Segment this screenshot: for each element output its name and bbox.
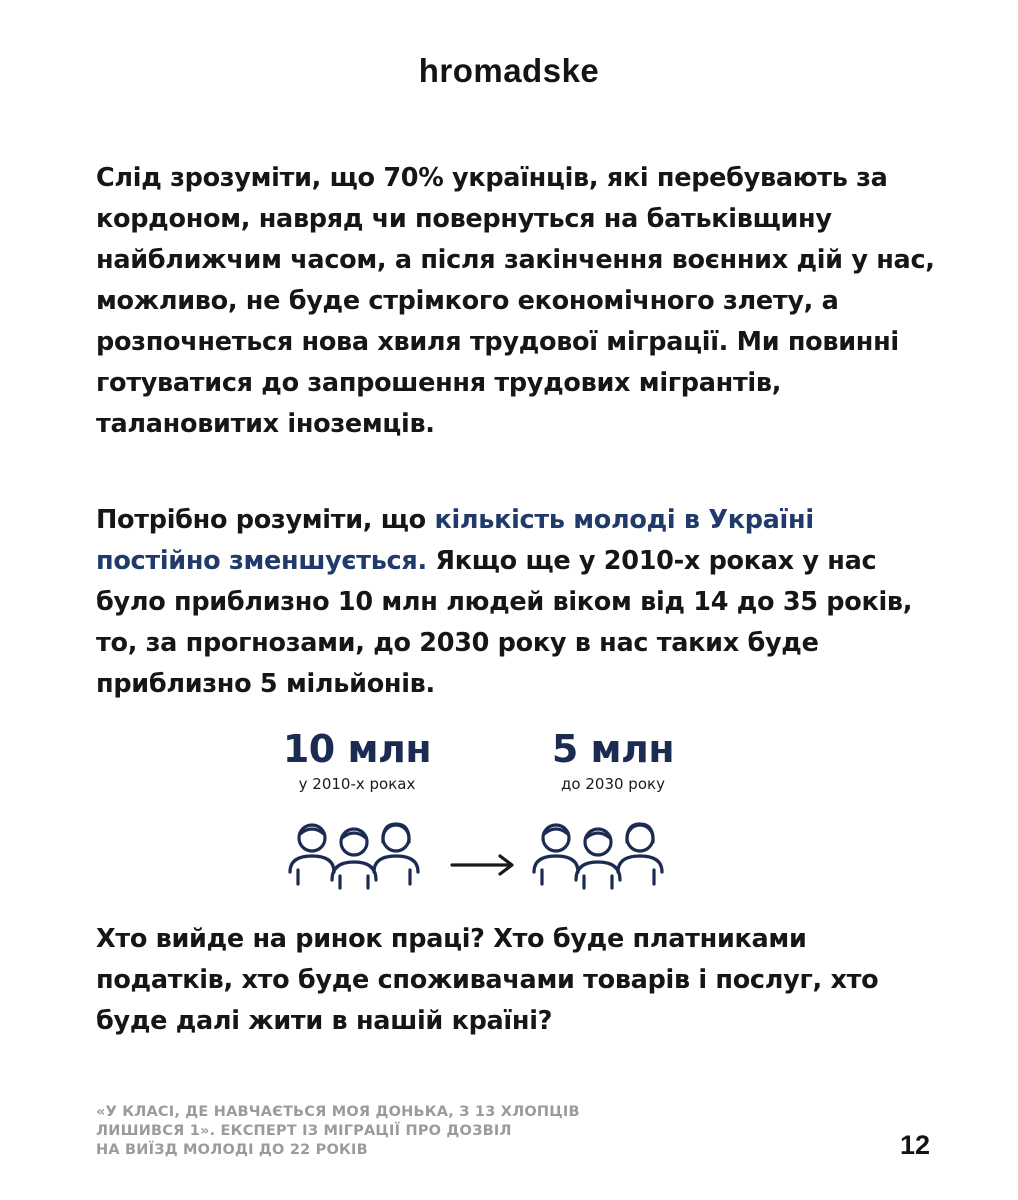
arrow-right-icon	[448, 853, 518, 877]
stat-after-caption: до 2030 року	[561, 775, 665, 793]
stat-before	[247, 725, 467, 795]
article-title-footer[interactable]	[96, 1103, 696, 1160]
paragraph-youth-rest: Якщо ще у 2010-х роках у нас було приблизно 10 млн людей віком від 14 до 35 років, то, за прогнозами, до 2030 року в нас таких буде приблизно 5 мільйонів.	[96, 546, 913, 699]
paragraph-questions: Хто вийде на ринок праці? Хто буде платниками податків, хто буде споживачами товарів і послуг, хто буде далі жити в нашій країні?	[96, 924, 879, 1036]
people-group-icon	[284, 820, 434, 890]
youth-infographic	[0, 725, 1018, 895]
stat-before-caption: у 2010-х роках	[298, 775, 416, 793]
brand-logo: hromadske	[418, 52, 600, 89]
stat-after-value: 5 млн	[551, 727, 675, 771]
paragraph-migration: Слід зрозуміти, що 70% українців, які перебувають за кордоном, навряд чи повернуться на батьківщину найближчим часом, а після закінчення воєнних дій у нас, можливо, не буде стрімкого економічного злету, а розпочнеться нова хвиля трудової міграції. Ми повинні готуватися до запрошення трудових мігрантів, талановитих іноземців.	[96, 163, 935, 439]
stat-after	[503, 725, 723, 795]
highlight-youth-decline: кількість молоді в Україні постійно зменшується.	[96, 505, 814, 576]
paragraph-youth	[96, 500, 936, 705]
people-group-icon	[528, 820, 678, 890]
page-number: 12	[899, 1130, 930, 1160]
footer-line: НА ВИЇЗД МОЛОДІ ДО 22 РОКІВ	[96, 1142, 368, 1158]
stat-before-value: 10 млн	[282, 727, 432, 771]
paragraph-youth-lead: Потрібно розуміти, що	[96, 505, 435, 535]
footer-line: ЛИШИВСЯ 1». ЕКСПЕРТ ІЗ МІГРАЦІЇ ПРО ДОЗВІЛ	[96, 1123, 512, 1139]
footer-line: «У КЛАСІ, ДЕ НАВЧАЄТЬСЯ МОЯ ДОНЬКА, З 13 ХЛОПЦІВ	[96, 1104, 580, 1120]
